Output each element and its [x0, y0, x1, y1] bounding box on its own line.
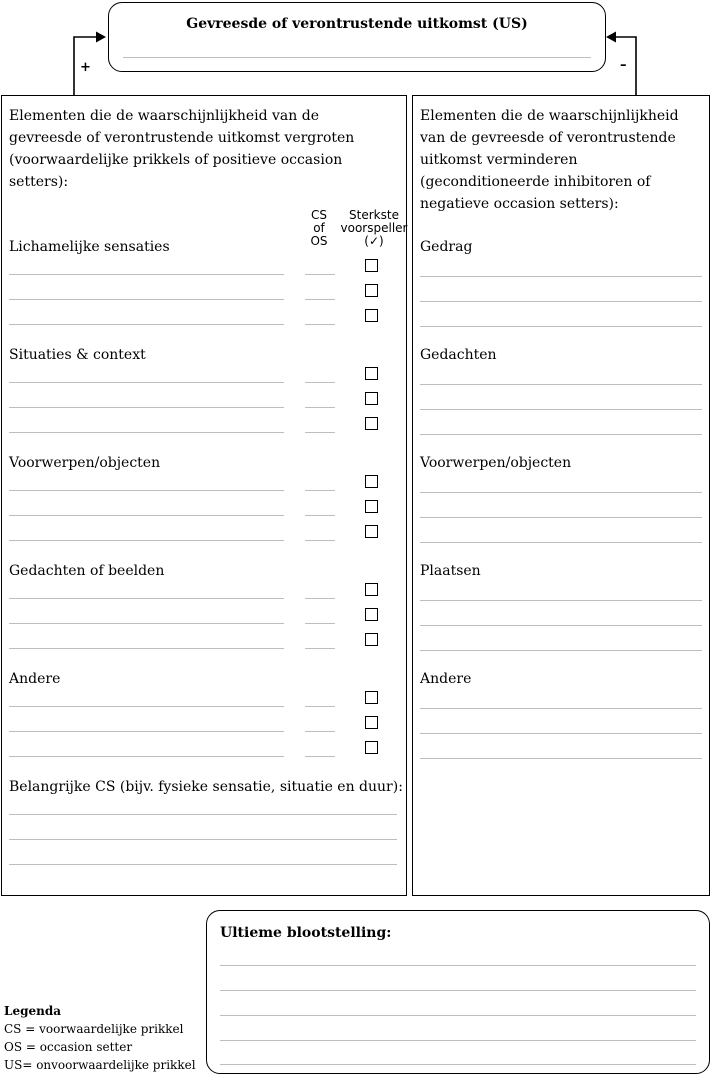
ultimate-exposure-line[interactable]	[220, 965, 696, 966]
answer-line[interactable]	[9, 623, 284, 624]
section-label-situations: Situaties & context	[9, 347, 146, 363]
strongest-predictor-checkbox[interactable]	[365, 475, 378, 488]
important-cs-line[interactable]	[9, 814, 397, 815]
strongest-predictor-checkbox[interactable]	[365, 284, 378, 297]
cs-os-line[interactable]	[305, 706, 335, 707]
left-panel	[1, 95, 407, 896]
answer-line[interactable]	[9, 490, 284, 491]
strongest-predictor-checkbox[interactable]	[365, 500, 378, 513]
legend-item-os: OS = occasion setter	[4, 1040, 133, 1054]
answer-line[interactable]	[420, 758, 702, 759]
ultimate-exposure-line[interactable]	[220, 990, 696, 991]
cs-os-line[interactable]	[305, 382, 335, 383]
answer-line[interactable]	[420, 409, 702, 410]
answer-line[interactable]	[9, 648, 284, 649]
answer-line[interactable]	[420, 326, 702, 327]
answer-line[interactable]	[9, 299, 284, 300]
legend-title: Legenda	[4, 1004, 61, 1018]
section-label-body-sensations: Lichamelijke sensaties	[9, 239, 170, 255]
cs-os-line[interactable]	[305, 731, 335, 732]
strongest-predictor-checkbox[interactable]	[365, 367, 378, 380]
left-panel-intro: Elementen die de waarschijnlijkheid van de gevreesde of verontrustende uitkomst vergroten (voorwaardelijke prikkels of positieve occasion setters):	[9, 108, 355, 190]
answer-line[interactable]	[420, 708, 702, 709]
important-cs-label: Belangrijke CS (bijv. fysieke sensatie, situatie en duur):	[9, 779, 403, 795]
strongest-predictor-checkbox[interactable]	[365, 392, 378, 405]
answer-line[interactable]	[9, 515, 284, 516]
answer-line[interactable]	[9, 731, 284, 732]
answer-line[interactable]	[9, 382, 284, 383]
predictor-column-header: Sterkste voorspeller (✓)	[340, 208, 408, 248]
answer-line[interactable]	[420, 492, 702, 493]
cs-os-line[interactable]	[305, 324, 335, 325]
answer-line[interactable]	[420, 384, 702, 385]
answer-line[interactable]	[9, 432, 284, 433]
answer-line[interactable]	[420, 301, 702, 302]
cs-os-line[interactable]	[305, 623, 335, 624]
ultimate-exposure-line[interactable]	[220, 1064, 696, 1065]
strongest-predictor-checkbox[interactable]	[365, 633, 378, 646]
ultimate-exposure-line[interactable]	[220, 1040, 696, 1041]
cs-os-line[interactable]	[305, 432, 335, 433]
answer-line[interactable]	[9, 706, 284, 707]
cs-os-line[interactable]	[305, 515, 335, 516]
cs-os-line[interactable]	[305, 598, 335, 599]
important-cs-line[interactable]	[9, 839, 397, 840]
right-panel-intro: Elementen die de waarschijnlijkheid van de gevreesde of verontrustende uitkomst verminderen (geconditioneerde inhibitoren of negatieve occasion setters):	[420, 108, 679, 212]
strongest-predictor-checkbox[interactable]	[365, 741, 378, 754]
answer-line[interactable]	[9, 407, 284, 408]
connector-arrows	[0, 0, 712, 100]
legend-item-us: US= onvoorwaardelijke prikkel	[4, 1058, 196, 1072]
cs-os-line[interactable]	[305, 274, 335, 275]
strongest-predictor-checkbox[interactable]	[365, 583, 378, 596]
ultimate-exposure-title: Ultieme blootstelling:	[220, 925, 392, 941]
ultimate-exposure-line[interactable]	[220, 1015, 696, 1016]
strongest-predictor-checkbox[interactable]	[365, 417, 378, 430]
plus-sign: +	[80, 60, 91, 75]
answer-line[interactable]	[420, 517, 702, 518]
cs-os-line[interactable]	[305, 540, 335, 541]
legend	[4, 1002, 196, 1074]
strongest-predictor-checkbox[interactable]	[365, 608, 378, 621]
us-title: Gevreesde of verontrustende uitkomst (US)	[186, 16, 528, 32]
answer-line[interactable]	[420, 600, 702, 601]
right-panel	[412, 95, 710, 896]
cs-os-line[interactable]	[305, 648, 335, 649]
minus-sign: –	[620, 58, 627, 73]
important-cs-line[interactable]	[9, 864, 397, 865]
answer-line[interactable]	[420, 276, 702, 277]
section-label-other-right: Andere	[420, 671, 472, 687]
section-label-objects: Voorwerpen/objecten	[9, 455, 161, 471]
cs-os-line[interactable]	[305, 299, 335, 300]
answer-line[interactable]	[420, 650, 702, 651]
cs-os-line[interactable]	[305, 756, 335, 757]
section-label-behavior: Gedrag	[420, 239, 473, 255]
answer-line[interactable]	[420, 542, 702, 543]
section-label-places: Plaatsen	[420, 563, 481, 579]
strongest-predictor-checkbox[interactable]	[365, 309, 378, 322]
strongest-predictor-checkbox[interactable]	[365, 259, 378, 272]
strongest-predictor-checkbox[interactable]	[365, 525, 378, 538]
answer-line[interactable]	[420, 625, 702, 626]
section-label-other: Andere	[9, 671, 61, 687]
section-label-objects-right: Voorwerpen/objecten	[420, 455, 572, 471]
cs-os-line[interactable]	[305, 490, 335, 491]
legend-item-cs: CS = voorwaardelijke prikkel	[4, 1022, 184, 1036]
answer-line[interactable]	[9, 274, 284, 275]
answer-line[interactable]	[420, 434, 702, 435]
strongest-predictor-checkbox[interactable]	[365, 691, 378, 704]
strongest-predictor-checkbox[interactable]	[365, 716, 378, 729]
answer-line[interactable]	[9, 540, 284, 541]
answer-line[interactable]	[9, 598, 284, 599]
section-label-thoughts: Gedachten	[420, 347, 497, 363]
ultimate-exposure-box	[206, 910, 710, 1074]
cs-os-line[interactable]	[305, 407, 335, 408]
answer-line[interactable]	[9, 324, 284, 325]
section-label-thoughts-images: Gedachten of beelden	[9, 563, 165, 579]
answer-line[interactable]	[9, 756, 284, 757]
answer-line[interactable]	[420, 733, 702, 734]
cs-os-column-header: CS of OS	[310, 208, 328, 248]
